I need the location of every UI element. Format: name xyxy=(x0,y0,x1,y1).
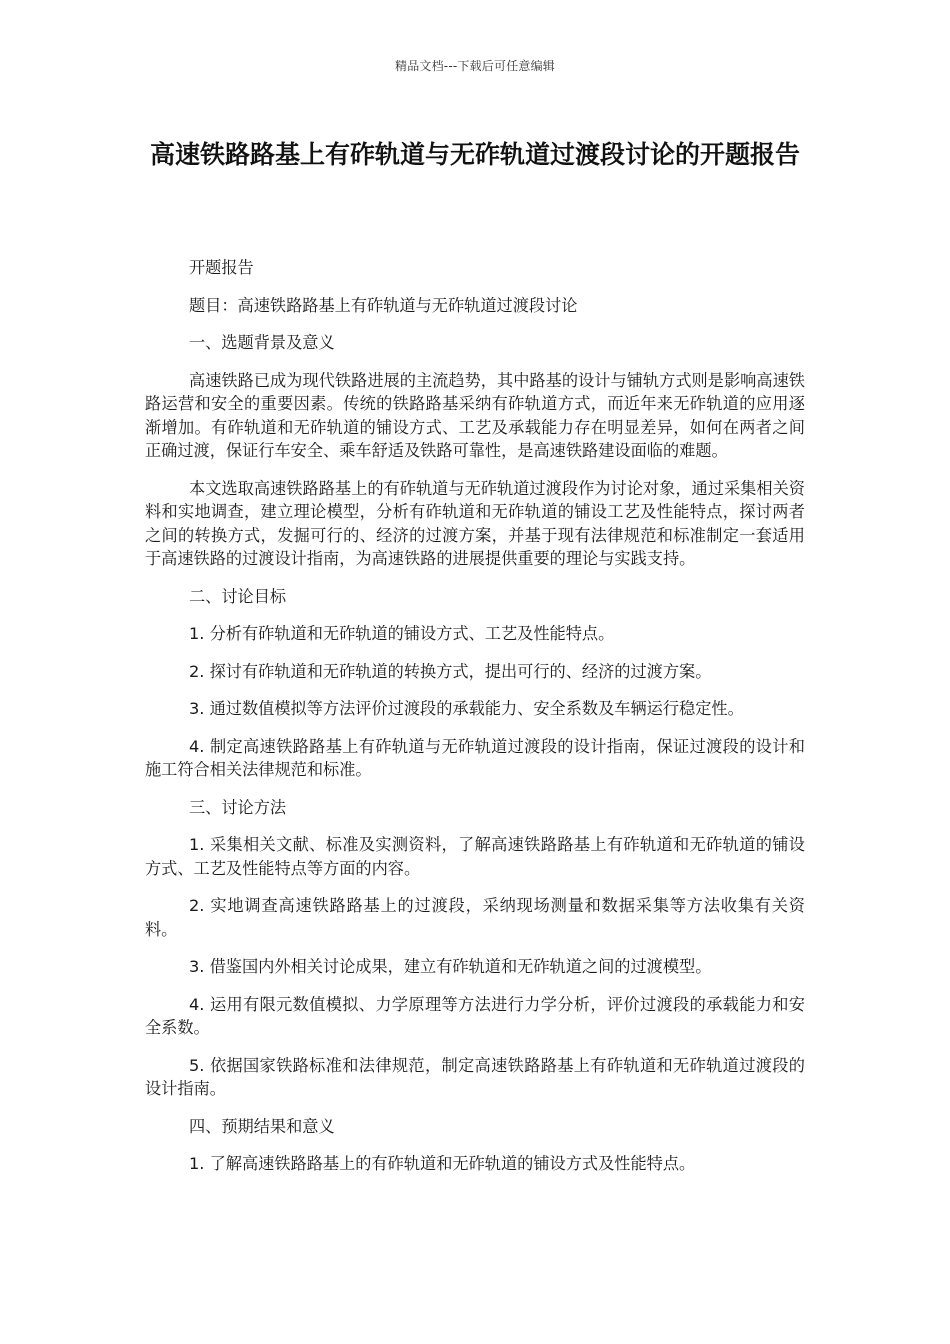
body-paragraph: 高速铁路已成为现代铁路进展的主流趋势，其中路基的设计与铺轨方式则是影响高速铁路运营和安全的重要因素。传统的铁路路基采纳有砟轨道方式，而近年来无砟轨道的应用逐渐增加。有砟轨道和无砟轨道的铺设方式、工艺及承载能力存在明显差异，如何在两者之间正确过渡，保证行车安全、乘车舒适及铁路可靠性，是高速铁路建设面临的难题。 xyxy=(145,370,805,460)
list-item: 5. 依据国家铁路标准和法律规范，制定高速铁路路基上有砟轨道和无砟轨道过渡段的设计指南。 xyxy=(145,1055,805,1098)
report-label: 开题报告 xyxy=(189,258,254,277)
section-heading: 三、讨论方法 xyxy=(189,797,287,817)
header-note: 精品文档---下载后可任意编辑 xyxy=(395,59,555,73)
list-item: 2. 探讨有砟轨道和无砟轨道的转换方式，提出可行的、经济的过渡方案。 xyxy=(189,661,712,681)
list-item: 4. 制定高速铁路路基上有砟轨道与无砟轨道过渡段的设计指南，保证过渡段的设计和施工符合相关法律规范和标准。 xyxy=(145,736,805,779)
list-item: 3. 通过数值模拟等方法评价过渡段的承载能力、安全系数及车辆运行稳定性。 xyxy=(189,699,744,718)
list-item: 4. 运用有限元数值模拟、力学原理等方法进行力学分析，评价过渡段的承载能力和安全系数。 xyxy=(145,994,805,1037)
section-heading: 四、预期结果和意义 xyxy=(189,1116,335,1136)
list-item: 2. 实地调查高速铁路路基上的过渡段，采纳现场测量和数据采集等方法收集有关资料。 xyxy=(145,896,805,939)
body-paragraph: 本文选取高速铁路路基上的有砟轨道与无砟轨道过渡段作为讨论对象，通过采集相关资料和实地调查，建立理论模型，分析有砟轨道和无砟轨道的铺设工艺及性能特点，探讨两者之间的转换方式，发掘可行的、经济的过渡方案，并基于现有法律规范和标准制定一套适用于高速铁路的过渡设计指南，为高速铁路的进展提供重要的理论与实践支持。 xyxy=(145,478,805,568)
list-item: 1. 采集相关文献、标准及实测资料，了解高速铁路路基上有砟轨道和无砟轨道的铺设方式、工艺及性能特点等方面的内容。 xyxy=(145,835,805,878)
document-title: 高速铁路路基上有砟轨道与无砟轨道过渡段讨论的开题报告 xyxy=(149,140,800,169)
list-item: 1. 了解高速铁路路基上的有砟轨道和无砟轨道的铺设方式及性能特点。 xyxy=(189,1154,696,1173)
topic-line: 题目：高速铁路路基上有砟轨道与无砟轨道过渡段讨论 xyxy=(189,295,578,315)
section-heading: 一、选题背景及意义 xyxy=(189,333,335,352)
document-body xyxy=(145,256,805,1190)
list-item: 3. 借鉴国内外相关讨论成果，建立有砟轨道和无砟轨道之间的过渡模型。 xyxy=(189,957,712,976)
list-item: 1. 分析有砟轨道和无砟轨道的铺设方式、工艺及性能特点。 xyxy=(189,624,615,643)
section-heading: 二、讨论目标 xyxy=(189,586,287,606)
